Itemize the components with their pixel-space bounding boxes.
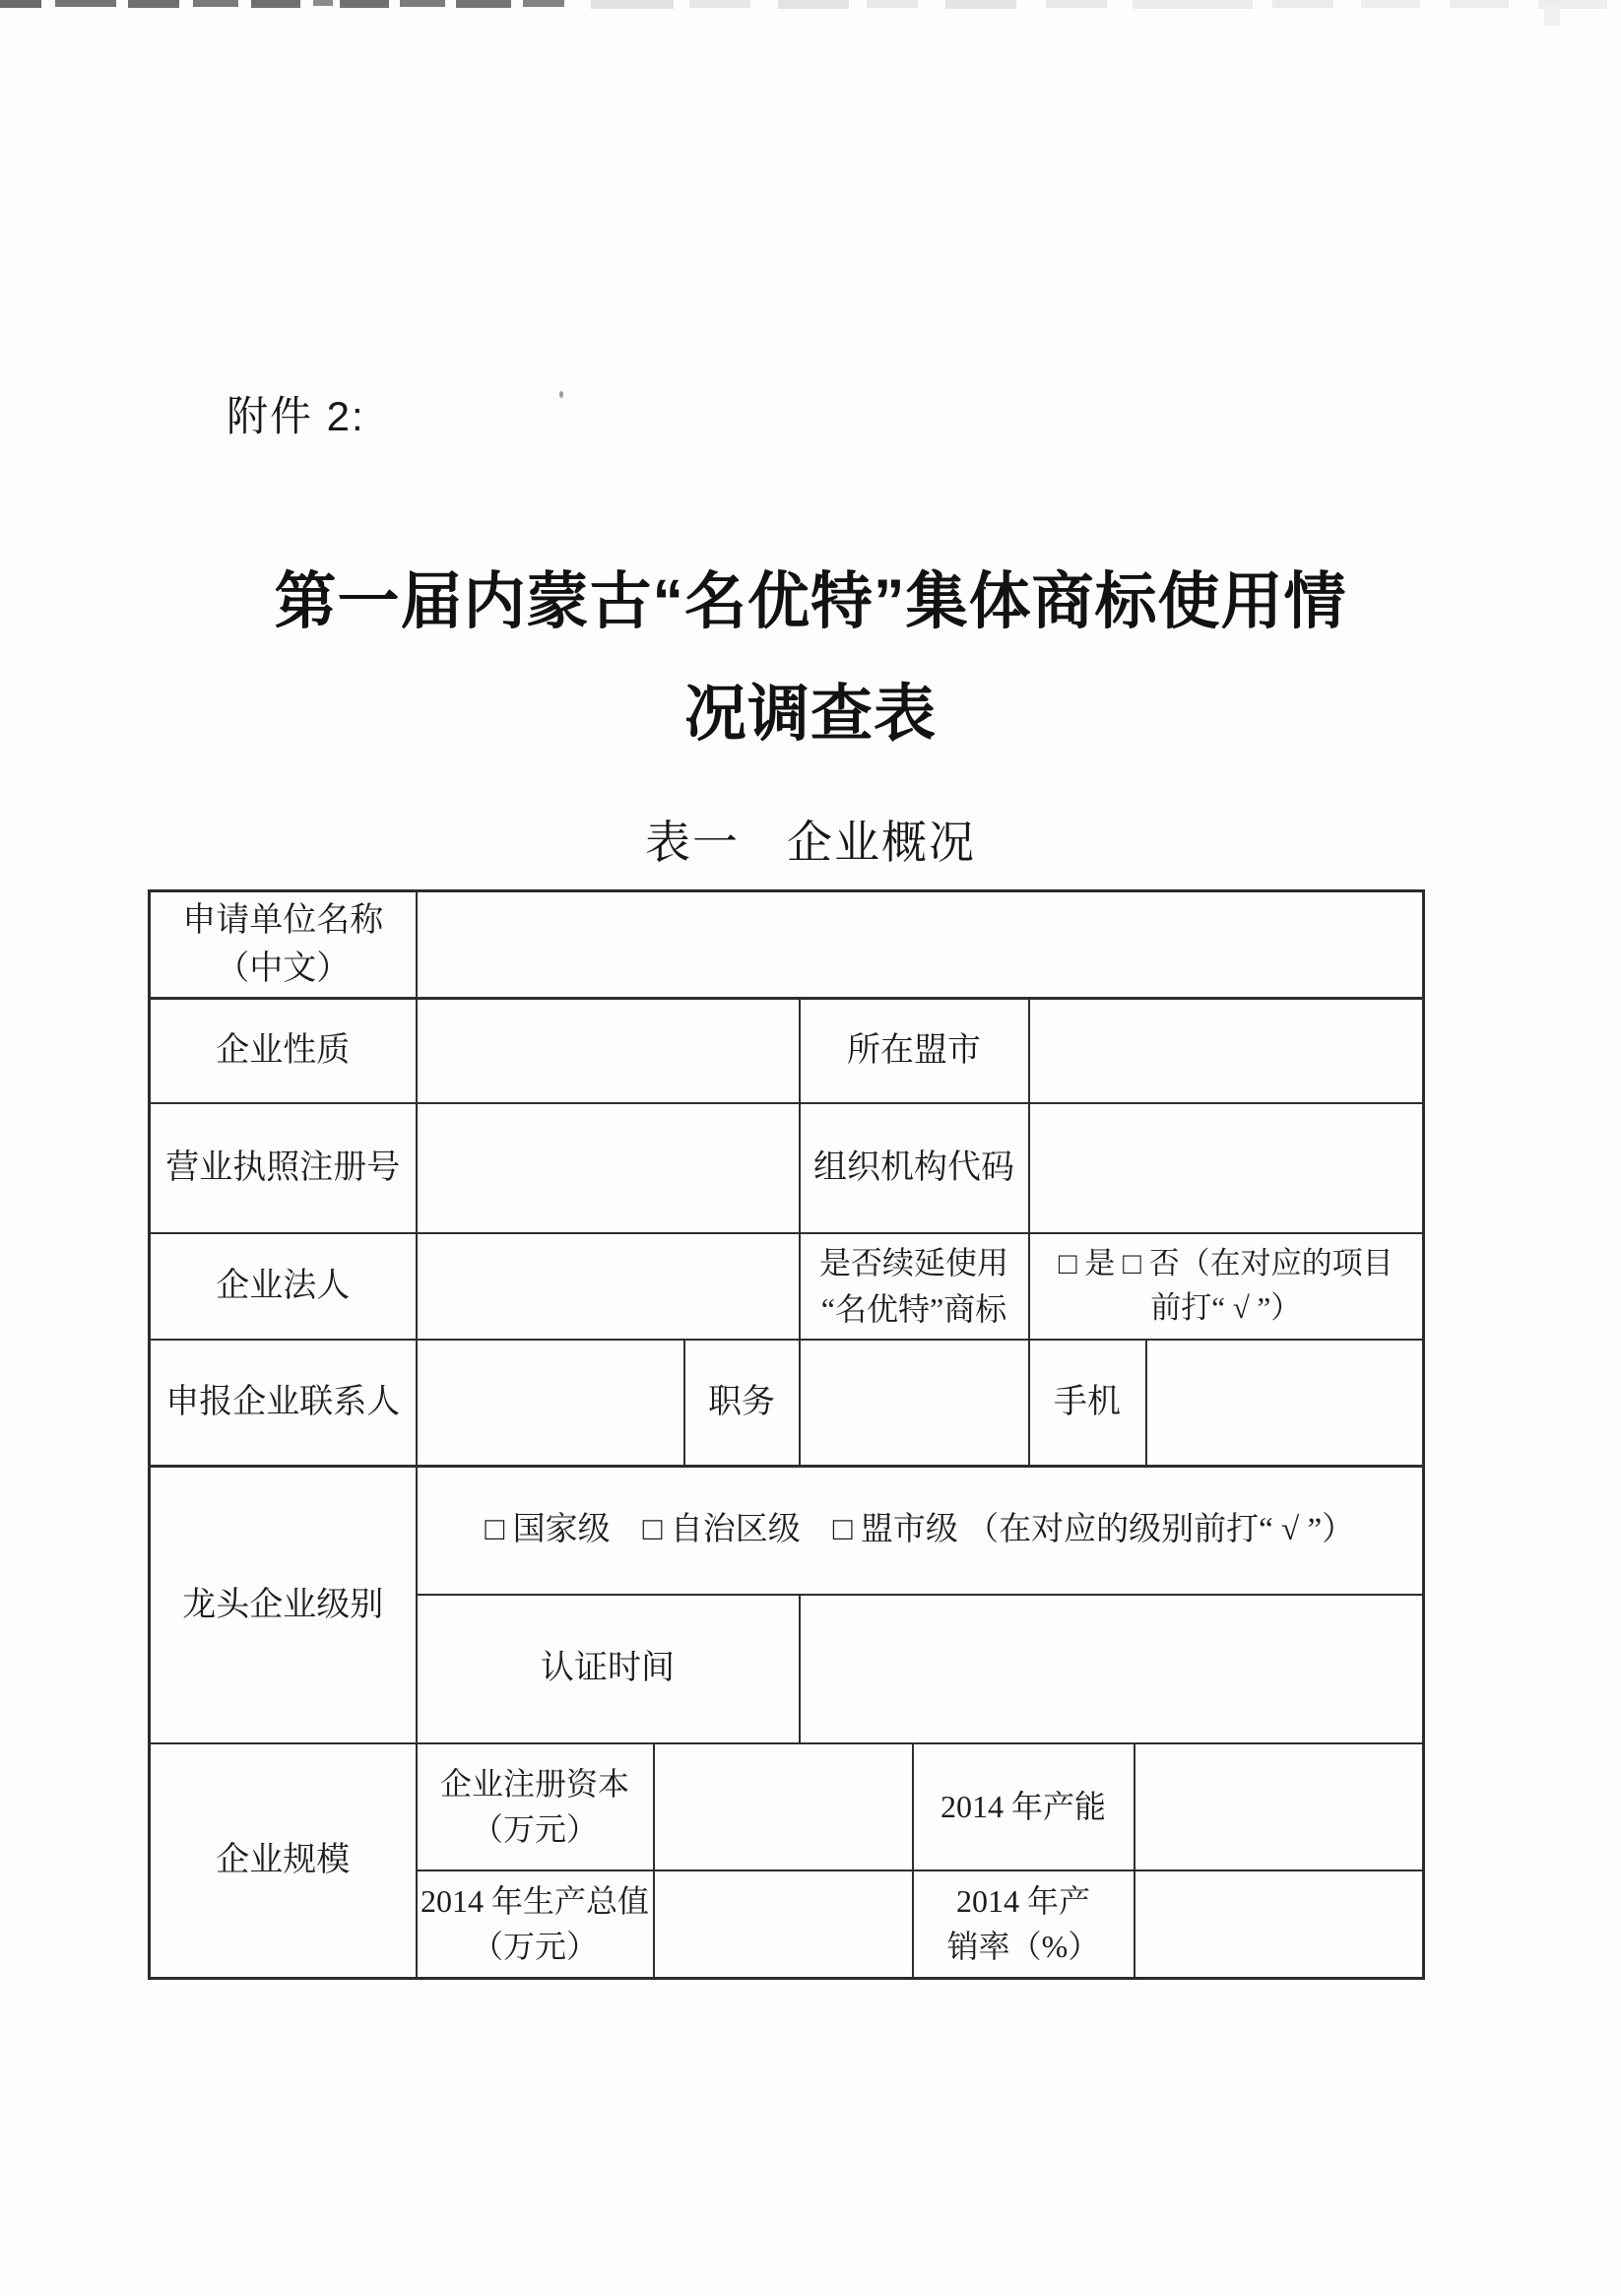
sales-rate-2014-value-cell [1135, 1870, 1424, 1979]
scale-label: 企业规模 [150, 1743, 417, 1979]
scan-artifact-mark [340, 0, 389, 8]
legal-person-value-cell [417, 1233, 800, 1340]
renewal-options-line1: □ 是 □ 否（在对应的项目 [1058, 1245, 1394, 1280]
position-value-cell [800, 1340, 1029, 1467]
scan-artifact-mark [313, 0, 333, 6]
renewal-label [800, 1233, 1029, 1340]
scan-artifact-mark [1544, 4, 1560, 26]
scan-artifact-mark [456, 0, 511, 8]
row-license [150, 1103, 1424, 1233]
scan-artifact-mark [55, 0, 116, 7]
scan-artifact-mark [945, 0, 1016, 9]
gross-output-2014-label [417, 1870, 654, 1979]
table-title: 表一 企业概况 [645, 818, 976, 868]
row-leading-level [150, 1467, 1424, 1595]
scan-artifact-mark [1450, 0, 1509, 8]
contact-label: 申报企业联系人 [150, 1340, 417, 1467]
gross-output-2014-label-line2: （万元） [471, 1929, 598, 1965]
renewal-options-line2: 前打“ √ ”） [1150, 1289, 1302, 1325]
mobile-value-cell [1146, 1340, 1424, 1467]
scan-artifact-strip [0, 0, 1621, 14]
contact-value-cell [417, 1340, 684, 1467]
scan-artifact-mark [1133, 0, 1253, 9]
scan-artifact-mark [778, 0, 849, 9]
org-code-label: 组织机构代码 [800, 1103, 1029, 1233]
renewal-label-line2: “名优特”商标 [820, 1290, 1007, 1327]
reg-capital-label-line2: （万元） [471, 1811, 598, 1847]
scan-artifact-mark [1272, 0, 1333, 8]
scan-artifact-mark [1361, 0, 1420, 8]
sales-rate-2014-label [913, 1870, 1135, 1979]
gross-output-2014-value-cell [654, 1870, 913, 1979]
scan-artifact-mark [0, 0, 41, 8]
license-no-value-cell [417, 1103, 800, 1233]
reg-capital-label-line1: 企业注册资本 [439, 1765, 629, 1802]
capacity-2014-label: 2014 年产能 [913, 1743, 1135, 1870]
row-scale-1 [150, 1743, 1424, 1870]
cert-time-value-cell [800, 1595, 1424, 1743]
leading-level-options-cell: □ 国家级 □ 自治区级 □ 盟市级 （在对应的级别前打“ √ ”） [417, 1467, 1424, 1595]
league-city-label: 所在盟市 [800, 999, 1029, 1103]
scan-artifact-mark [523, 0, 564, 7]
applicant-name-label-line1: 申请单位名称 [182, 901, 384, 939]
gross-output-2014-label-line1: 2014 年生产总值 [420, 1882, 649, 1919]
row-contact [150, 1340, 1424, 1467]
cert-time-label: 认证时间 [417, 1595, 800, 1743]
sales-rate-2014-label-line1: 2014 年产 [955, 1882, 1090, 1919]
row-legal-person [150, 1233, 1424, 1340]
sales-rate-2014-label-line2: 销率（%） [946, 1929, 1100, 1965]
scan-artifact-mark [128, 0, 179, 8]
leading-level-label: 龙头企业级别 [150, 1467, 417, 1743]
scan-artifact-mark [1046, 0, 1107, 8]
scan-speck [559, 391, 563, 398]
scan-artifact-mark [251, 0, 300, 8]
row-nature [150, 999, 1424, 1103]
org-code-value-cell [1029, 1103, 1424, 1233]
document-title-line1: 第一届内蒙古“名优特”集体商标使用情 [274, 567, 1347, 636]
license-no-label: 营业执照注册号 [150, 1103, 417, 1233]
nature-label: 企业性质 [150, 999, 417, 1103]
reg-capital-label [417, 1743, 654, 1870]
applicant-name-value-cell [417, 891, 1424, 999]
scan-artifact-mark [689, 0, 750, 8]
scan-artifact-mark [867, 0, 918, 8]
document-title-line2: 况调查表 [684, 680, 937, 749]
scan-artifact-mark [591, 0, 674, 9]
scan-artifact-mark [193, 0, 238, 7]
enterprise-overview-table [148, 889, 1425, 1980]
reg-capital-value-cell [654, 1743, 913, 1870]
attachment-label: 附件 2: [227, 393, 365, 439]
scan-artifact-mark [400, 0, 445, 7]
legal-person-label: 企业法人 [150, 1233, 417, 1340]
league-city-value-cell [1029, 999, 1424, 1103]
applicant-name-label-line2: （中文） [216, 951, 351, 987]
nature-value-cell [417, 999, 800, 1103]
position-label: 职务 [684, 1340, 800, 1467]
capacity-2014-value-cell [1135, 1743, 1424, 1870]
mobile-label: 手机 [1029, 1340, 1146, 1467]
row-applicant-name [150, 891, 1424, 999]
applicant-name-label [150, 891, 417, 999]
renewal-options-cell [1029, 1233, 1424, 1340]
renewal-label-line1: 是否续延使用 [818, 1245, 1008, 1281]
